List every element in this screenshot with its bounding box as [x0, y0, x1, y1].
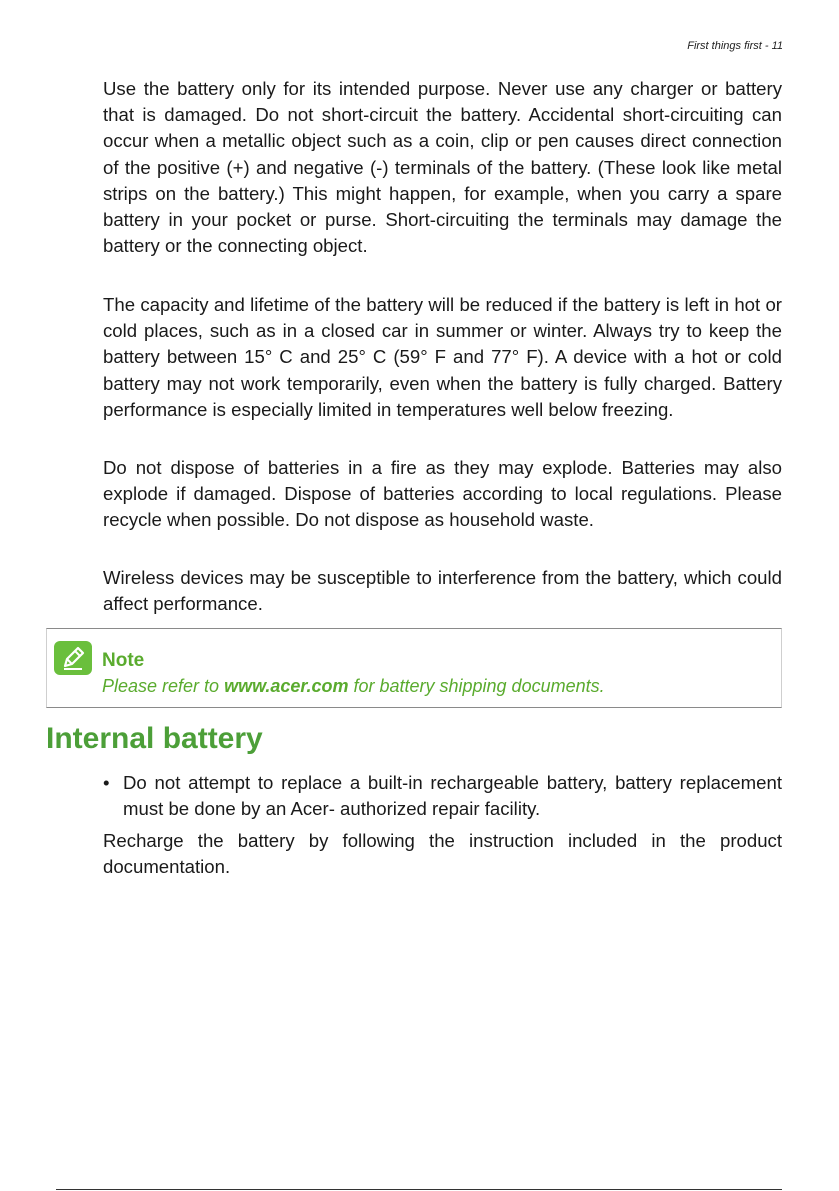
pencil-icon — [54, 641, 92, 675]
note-text-after: for battery shipping documents. — [348, 676, 605, 696]
bullet-text-replacement: Do not attempt to replace a built-in rechargeable battery, battery replacement must be done by an Acer- authorized repair facility. — [123, 772, 782, 820]
footer-divider — [56, 1189, 782, 1190]
note-title: Note — [102, 650, 145, 671]
running-header: First things first - 11 — [687, 40, 783, 52]
list-item — [103, 770, 782, 822]
paragraph-wireless-interference: Wireless devices may be susceptible to interference from the battery, which could affect performance. — [103, 567, 782, 615]
paragraph-intended-purpose: Use the battery only for its intended purpose. Never use any charger or battery that is damaged. Do not short-circuit the battery. Accidental short-circuiting can occur when a metallic object such as a coin, clip or pen causes direct connection of the positive (+) and negative (-) terminals of the battery. (These look like metal strips on the battery.) This might happen, for example, when you carry a spare battery in your pocket or purse. Short-circuiting the terminals may damage the battery or the connecting object. — [103, 78, 782, 257]
note-box — [46, 628, 782, 708]
section-heading-internal-battery: Internal battery — [46, 722, 263, 755]
bullet-icon: • — [103, 772, 110, 793]
paragraph-capacity-temperature: The capacity and lifetime of the battery will be reduced if the battery is left in hot or cold places, such as in a closed car in summer or winter. Always try to keep the battery between 15° C and 25° C (59° F and 77° F). A device with a hot or cold battery may not work temporarily, even when the battery is fully charged. Battery performance is especially limited in temperatures well below freezing. — [103, 294, 782, 420]
note-text — [102, 676, 605, 697]
paragraph-disposal: Do not dispose of batteries in a fire as they may explode. Batteries may also explode if damaged. Dispose of batteries according to local regulations. Please recycle when possible. Do not dispose as household waste. — [103, 457, 782, 531]
note-text-before: Please refer to — [102, 676, 225, 696]
paragraph-recharge: Recharge the battery by following the instruction included in the product documentation. — [103, 830, 782, 878]
acer-website-link[interactable]: www.acer.com — [224, 676, 349, 696]
